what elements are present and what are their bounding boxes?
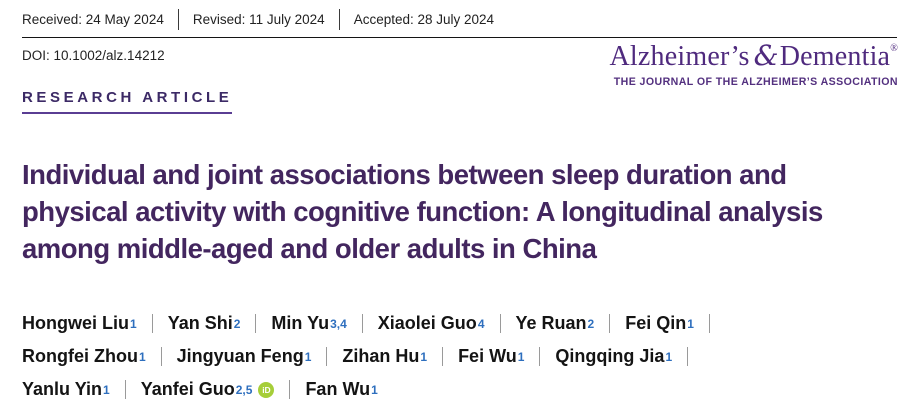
journal-name-first: Alzheimer’s xyxy=(609,41,750,72)
journal-name-second: Dementia xyxy=(779,41,891,72)
doi[interactable]: DOI: 10.1002/alz.14212 xyxy=(22,48,165,63)
article-title xyxy=(22,156,897,267)
title-line: Individual and joint associations between sleep duration and xyxy=(22,159,787,190)
author-affiliation-superscript[interactable]: 2,5 xyxy=(235,383,253,397)
author-divider xyxy=(687,347,688,366)
author-affiliation-superscript[interactable]: 2 xyxy=(587,317,595,331)
author-affiliation-superscript[interactable]: 1 xyxy=(304,350,312,364)
author-name[interactable] xyxy=(625,313,694,334)
author-affiliation-superscript[interactable]: 3,4 xyxy=(330,317,347,331)
date-divider xyxy=(178,9,179,30)
author-divider xyxy=(326,347,327,366)
revised-date: Revised: 11 July 2024 xyxy=(192,12,325,27)
author-divider xyxy=(709,314,710,333)
journal-logo xyxy=(610,41,898,88)
author-affiliation-superscript[interactable]: 1 xyxy=(103,383,110,397)
author-divider xyxy=(500,314,501,333)
author-name[interactable] xyxy=(342,346,427,367)
accepted-date: Accepted: 28 July 2024 xyxy=(353,12,495,27)
author-affiliation-superscript[interactable]: 1 xyxy=(517,350,525,364)
author-name[interactable] xyxy=(305,379,377,400)
author-name[interactable] xyxy=(378,313,485,334)
author-name[interactable] xyxy=(516,313,595,334)
author-row xyxy=(22,373,897,400)
author-divider xyxy=(442,347,443,366)
author-name-text: Fan Wu xyxy=(305,379,371,399)
date-divider xyxy=(339,9,340,30)
author-name-text: Fei Qin xyxy=(625,313,687,333)
author-divider xyxy=(289,380,290,399)
author-name-text: Yan Shi xyxy=(167,313,233,333)
journal-logo-title xyxy=(610,41,898,73)
journal-logo-subtitle: THE JOURNAL OF THE ALZHEIMER’S ASSOCIATION xyxy=(613,75,898,88)
author-divider xyxy=(362,314,363,333)
author-name-text: Fei Wu xyxy=(458,346,517,366)
journal-ampersand: & xyxy=(753,39,779,72)
author-affiliation-superscript[interactable]: 1 xyxy=(687,317,694,331)
author-divider xyxy=(609,314,610,333)
author-name[interactable] xyxy=(22,346,146,367)
author-name[interactable] xyxy=(22,313,137,334)
title-line: among middle-aged and older adults in China xyxy=(22,233,597,264)
author-affiliation-superscript[interactable]: 4 xyxy=(477,317,485,331)
author-name-text: Zihan Hu xyxy=(342,346,420,366)
author-name[interactable] xyxy=(141,379,275,400)
dates-row xyxy=(0,0,919,30)
author-name-text: Yanfei Guo xyxy=(140,379,235,399)
author-affiliation-superscript[interactable]: 1 xyxy=(130,317,137,331)
article-type-label: RESEARCH ARTICLE xyxy=(22,89,232,114)
author-name-text: Yanlu Yin xyxy=(22,379,103,399)
author-name-text: Min Yu xyxy=(271,313,330,333)
author-name-text: Jingyuan Feng xyxy=(176,346,304,366)
author-divider xyxy=(539,347,540,366)
received-date: Received: 24 May 2024 xyxy=(22,12,164,27)
author-name-text: Qingqing Jia xyxy=(555,346,665,366)
registered-trademark-mark: ® xyxy=(890,43,898,54)
author-divider xyxy=(125,380,126,399)
author-name-text: Rongfei Zhou xyxy=(22,346,138,366)
author-divider xyxy=(255,314,256,333)
orcid-icon[interactable]: iD xyxy=(258,382,274,398)
author-name-text: Xiaolei Guo xyxy=(377,313,477,333)
author-divider xyxy=(152,314,153,333)
author-affiliation-superscript[interactable]: 1 xyxy=(138,350,146,364)
author-divider xyxy=(161,347,162,366)
author-affiliation-superscript[interactable]: 1 xyxy=(665,350,673,364)
author-affiliation-superscript[interactable]: 1 xyxy=(371,383,378,397)
author-row xyxy=(22,307,897,340)
author-row xyxy=(22,340,897,373)
author-list xyxy=(22,307,897,400)
author-name-text: Ye Ruan xyxy=(515,313,587,333)
author-name[interactable] xyxy=(168,313,241,334)
author-name[interactable] xyxy=(555,346,672,367)
author-name-text: Hongwei Liu xyxy=(22,313,129,333)
author-name[interactable] xyxy=(271,313,346,334)
title-line: physical activity with cognitive function: A longitudinal analysis xyxy=(22,196,823,227)
author-name[interactable] xyxy=(177,346,312,367)
author-affiliation-superscript[interactable]: 1 xyxy=(420,350,428,364)
author-name[interactable] xyxy=(22,379,110,400)
author-name[interactable] xyxy=(458,346,524,367)
author-affiliation-superscript[interactable]: 2 xyxy=(233,317,241,331)
